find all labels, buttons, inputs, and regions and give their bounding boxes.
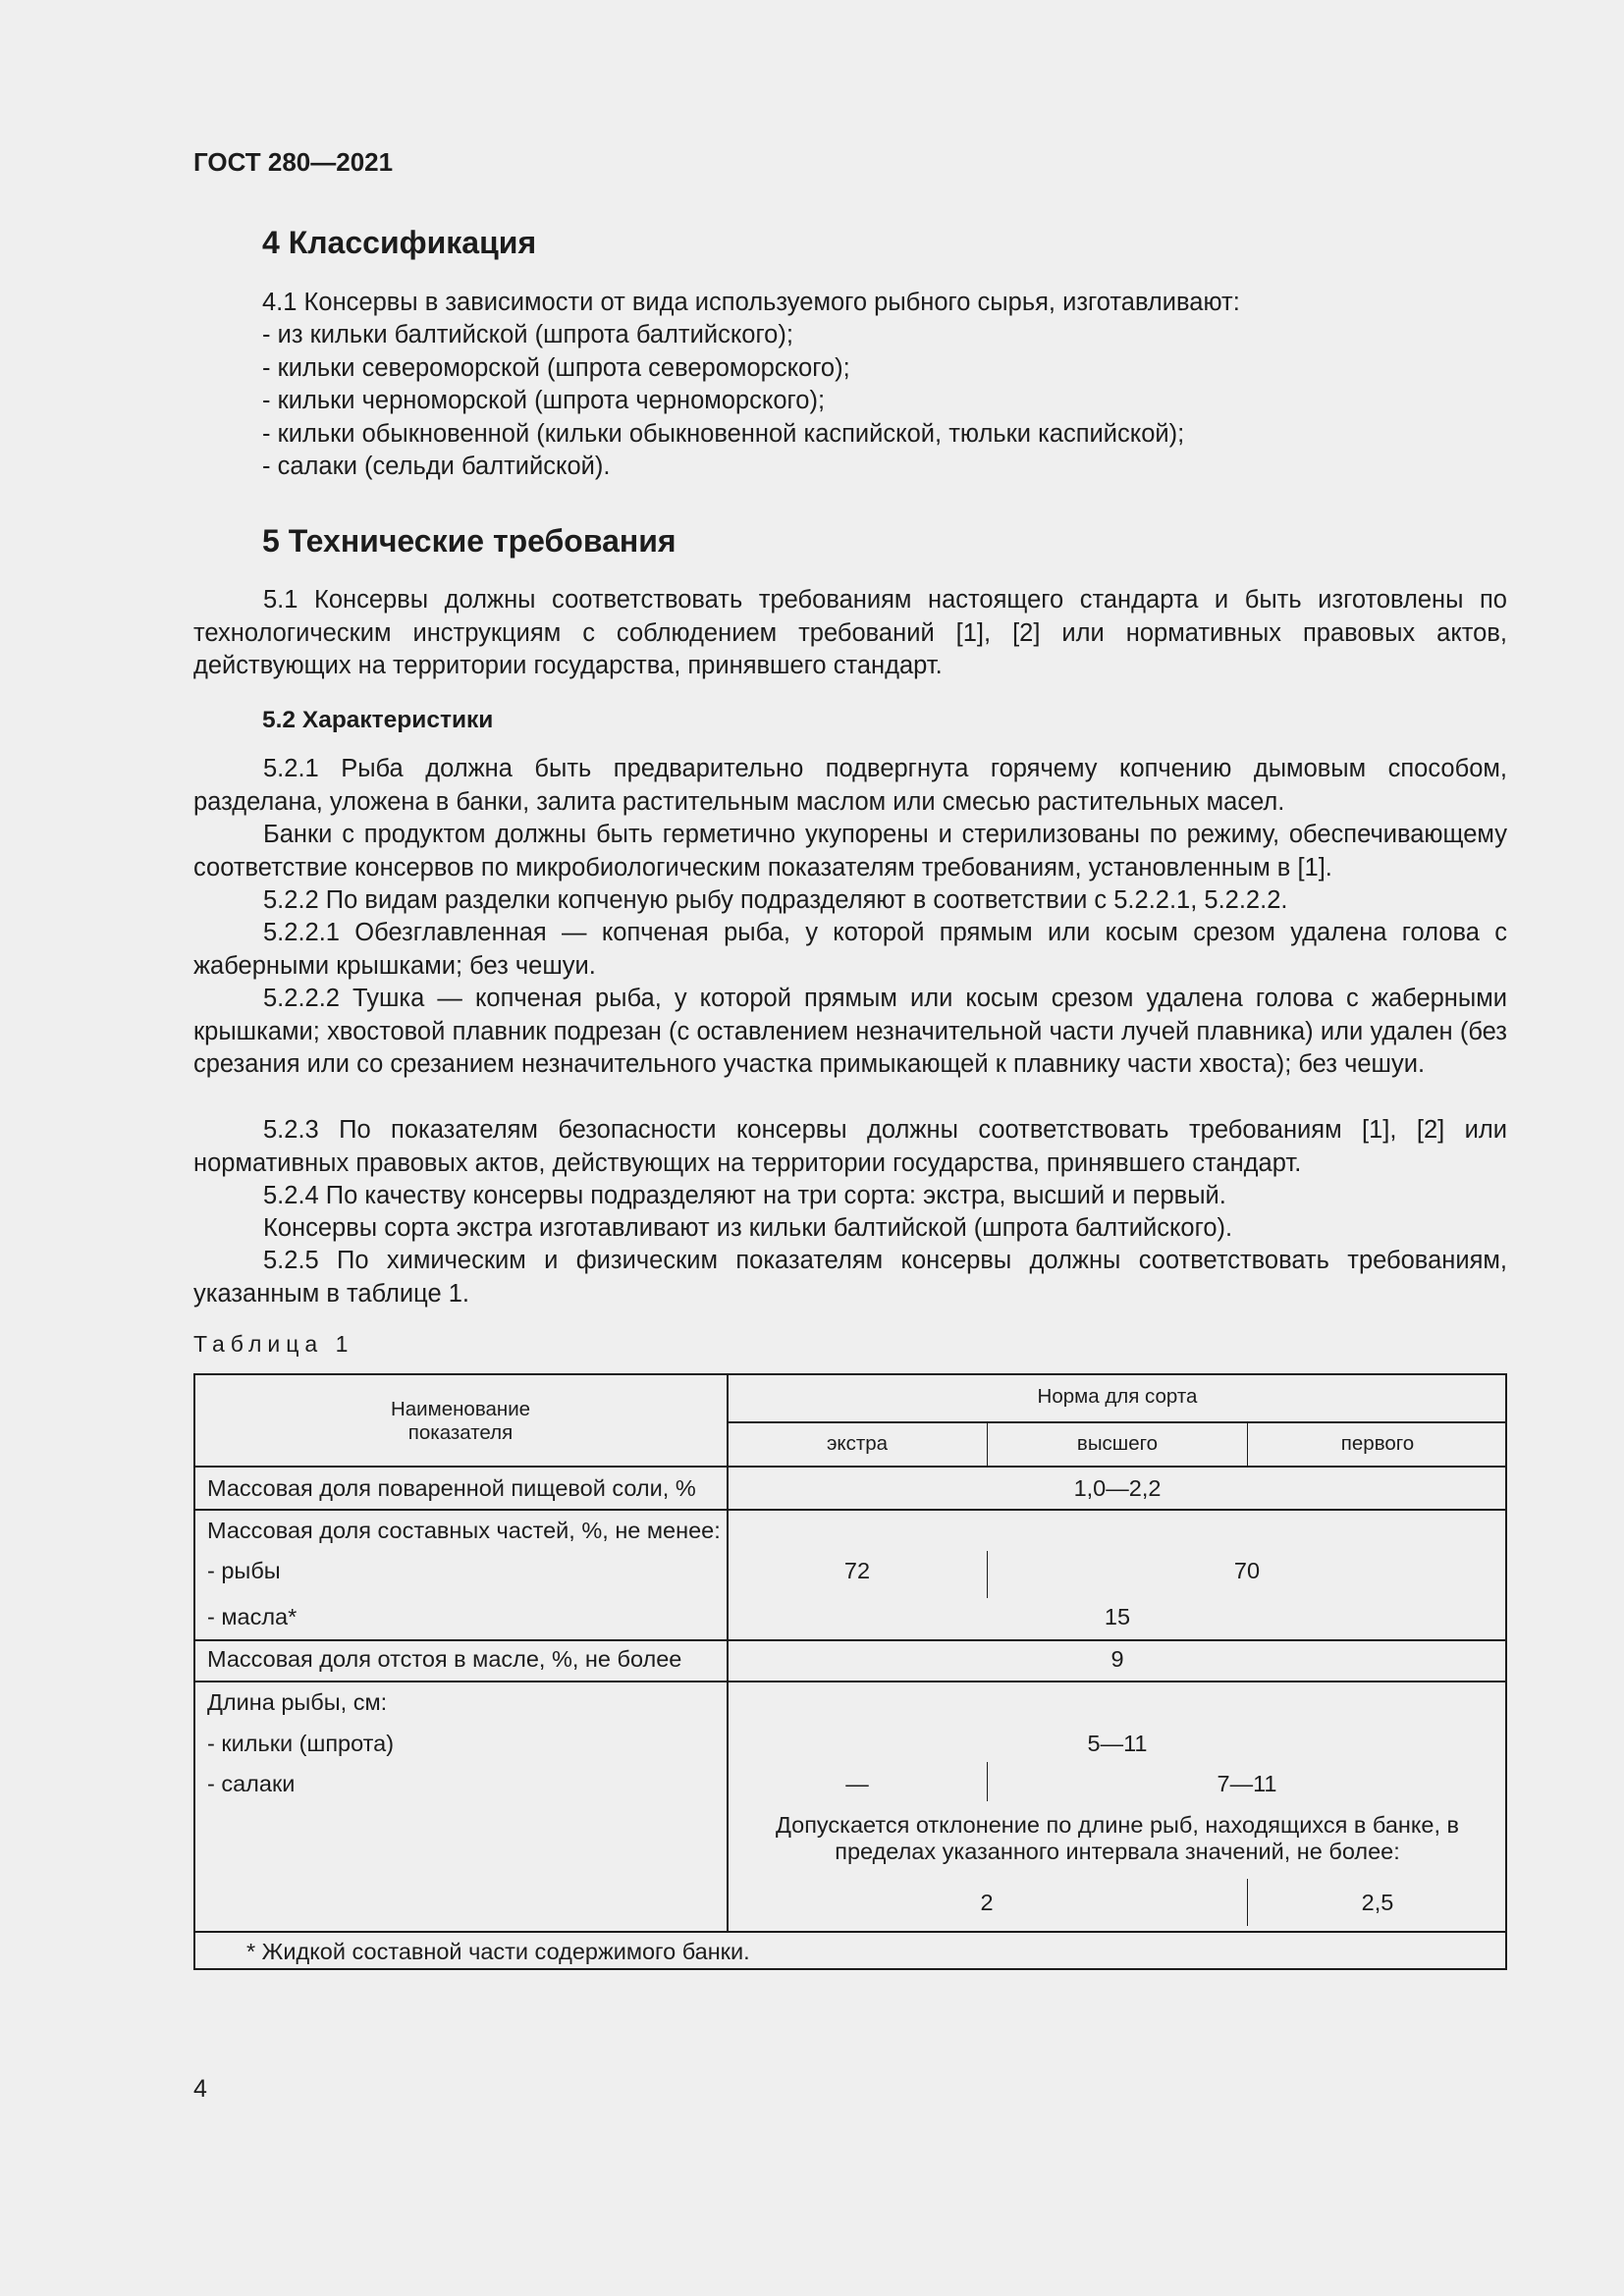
paragraph-5-2-2-1: 5.2.2.1 Обезглавленная — копченая рыба, у которой прямым или косым срезом удалена голова с жаберными крышками; без чешуи.	[193, 919, 1507, 980]
table-header-norm: Норма для сорта	[1037, 1385, 1198, 1408]
table-row-divider	[727, 1421, 1507, 1423]
table-cell-value: 2,5	[1361, 1890, 1394, 1915]
paragraph-5-2-5: 5.2.5 По химическим и физическим показателям консервы должны соответствовать требованиям, указанным в таблице 1.	[193, 1247, 1507, 1308]
table-cell-label: - салаки	[207, 1771, 296, 1796]
table-cell-label: Массовая доля поваренной пищевой соли, %	[207, 1475, 696, 1501]
table-cell-note: Допускается отклонение по длине рыб, находящихся в банке, в	[775, 1812, 1460, 1838]
paragraph-5-1: 5.1 Консервы должны соответствовать требованиям настоящего стандарта и быть изготовлены по технологическим инструкциям с соблюдением требований [1], [2] или нормативных правовых актов, действующих на территории государства, принявшего стандарт.	[193, 586, 1507, 679]
table-cell-label: - кильки (шпрота)	[207, 1731, 395, 1756]
table-header-first: первого	[1340, 1432, 1415, 1455]
list-item: - кильки обыкновенной (кильки обыкновенной каспийской, тюльки каспийской);	[262, 420, 1185, 448]
table-cell-value: 7—11	[1217, 1771, 1277, 1796]
table-row-divider	[195, 1466, 1507, 1468]
table-cell-value: 72	[843, 1558, 871, 1583]
page-number: 4	[193, 2075, 207, 2103]
table-header-name: показателя	[407, 1421, 514, 1444]
table-cell-value: 70	[1233, 1558, 1261, 1583]
table-footnote: * Жидкой составной части содержимого банки.	[246, 1939, 750, 1964]
table-row-divider	[195, 1931, 1507, 1933]
table-cell-value: 2	[980, 1890, 994, 1915]
section-4-intro: 4.1 Консервы в зависимости от вида используемого рыбного сырья, изготавливают:	[262, 289, 1240, 316]
data-table	[193, 1373, 1507, 1970]
table-cell-label: - масла*	[207, 1604, 298, 1629]
list-item: - салаки (сельди балтийской).	[262, 453, 611, 480]
paragraph-5-2-4: 5.2.4 По качеству консервы подразделяют на три сорта: экстра, высший и первый.	[263, 1182, 1226, 1209]
table-header-high: высшего	[1076, 1432, 1159, 1455]
list-item: - кильки черноморской (шпрота черноморского);	[262, 387, 826, 414]
table-cell-value: 9	[1110, 1646, 1124, 1672]
table-row-divider	[195, 1509, 1507, 1511]
table-cell-label: Массовая доля отстоя в масле, %, не более	[207, 1646, 682, 1672]
table-col-divider	[1247, 1421, 1248, 1466]
table-col-divider	[1247, 1879, 1248, 1926]
table-row-divider	[195, 1639, 1507, 1641]
table-cell-value: 15	[1104, 1604, 1131, 1629]
table-col-divider	[987, 1762, 988, 1801]
table-cell-label: Массовая доля составных частей, %, не менее:	[207, 1518, 721, 1543]
list-item: - из кильки балтийской (шпрота балтийского);	[262, 321, 793, 348]
table-cell-note: пределах указанного интервала значений, не более:	[835, 1839, 1400, 1864]
table-row-divider	[195, 1681, 1507, 1682]
table-header-name: Наименование	[390, 1398, 531, 1420]
list-item: - кильки североморской (шпрота североморского);	[262, 354, 850, 382]
table-col-divider	[987, 1551, 988, 1598]
table-header-extra: экстра	[826, 1432, 889, 1455]
paragraph-5-2-1: 5.2.1 Рыба должна быть предварительно подвергнута горячему копчению дымовым способом, разделана, уложена в банки, залита растительным маслом или смесью растительных масел.	[193, 755, 1507, 816]
table-col-divider	[727, 1375, 729, 1933]
paragraph-5-2-2-2: 5.2.2.2 Тушка — копченая рыба, у которой прямым или косым срезом удалена голова с жаберными крышками; хвостовой плавник подрезан (с оставлением незначительной части лучей плавника) или удален (без срезания или со срезанием незначительного участка примыкающей к плавнику части хвоста); без чешуи.	[193, 985, 1507, 1078]
subsection-5-2-title: 5.2 Характеристики	[262, 707, 494, 733]
table-caption: Таблица 1	[193, 1331, 354, 1357]
table-cell-value: 5—11	[1087, 1731, 1148, 1756]
section-4-title: 4 Классификация	[262, 225, 537, 260]
table-cell-label: Длина рыбы, см:	[207, 1689, 388, 1715]
paragraph-5-2-4-cont: Консервы сорта экстра изготавливают из кильки балтийской (шпрота балтийского).	[263, 1214, 1233, 1242]
table-cell-value: 1,0—2,2	[1073, 1475, 1162, 1501]
table-cell-value: —	[845, 1771, 869, 1796]
paragraph-5-2-1-cont: Банки с продуктом должны быть герметично укупорены и стерилизованы по режиму, обеспечивающему соответствие консервов по микробиологическим показателям требованиям, установленным в [1].	[193, 821, 1507, 881]
table-cell-label: - рыбы	[207, 1558, 281, 1583]
document-header: ГОСТ 280—2021	[193, 147, 394, 177]
table-col-divider	[987, 1421, 988, 1466]
paragraph-5-2-3: 5.2.3 По показателям безопасности консервы должны соответствовать требованиям [1], [2] или нормативных правовых актов, действующих на территории государства, принявшего стандарт.	[193, 1116, 1507, 1177]
section-5-title: 5 Технические требования	[262, 523, 677, 559]
paragraph-5-2-2: 5.2.2 По видам разделки копченую рыбу подразделяют в соответствии с 5.2.2.1, 5.2.2.2.	[263, 886, 1288, 914]
